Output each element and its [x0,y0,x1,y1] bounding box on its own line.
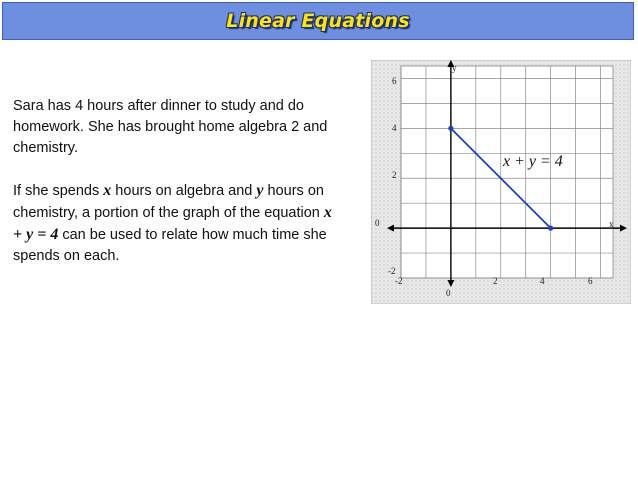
text-segment: If she spends [13,183,104,199]
equation-inline: x + y = 4 [13,204,332,243]
x-tick-4: 4 [540,276,545,286]
variable-x: x [103,182,112,199]
variable-y: y [256,182,264,199]
y-axis-label: y [452,63,457,73]
y-tick-neg2: -2 [388,266,396,276]
y-tick-6: 6 [392,76,397,86]
y-tick-2: 2 [392,170,397,180]
text-segment: hours on algebra and [111,183,257,199]
x-axis-label: x [609,219,614,229]
page-title: Linear Equations [226,10,410,32]
text-segment: hours on chemistry, a portion of the graph of the equation [13,183,324,221]
x-tick-2: 2 [493,276,498,286]
origin-label-x: 0 [446,288,451,298]
data-point [548,226,553,231]
origin-label-y: 0 [375,218,380,228]
title-bar [2,2,634,40]
plot-area [401,66,613,278]
equation-label: x + y = 4 [503,153,563,170]
problem-statement: Sara has 4 hours after dinner to study and do homework. She has brought home algebra 2 and chemistry. [13,98,328,156]
x-tick-6: 6 [588,276,593,286]
text-segment: can be used to relate how much time she spends on each. [13,227,327,264]
problem-explanation [13,180,343,267]
coordinate-graph [371,60,631,304]
x-tick-neg2: -2 [395,276,403,286]
y-tick-4: 4 [392,123,397,133]
data-point [448,126,453,131]
